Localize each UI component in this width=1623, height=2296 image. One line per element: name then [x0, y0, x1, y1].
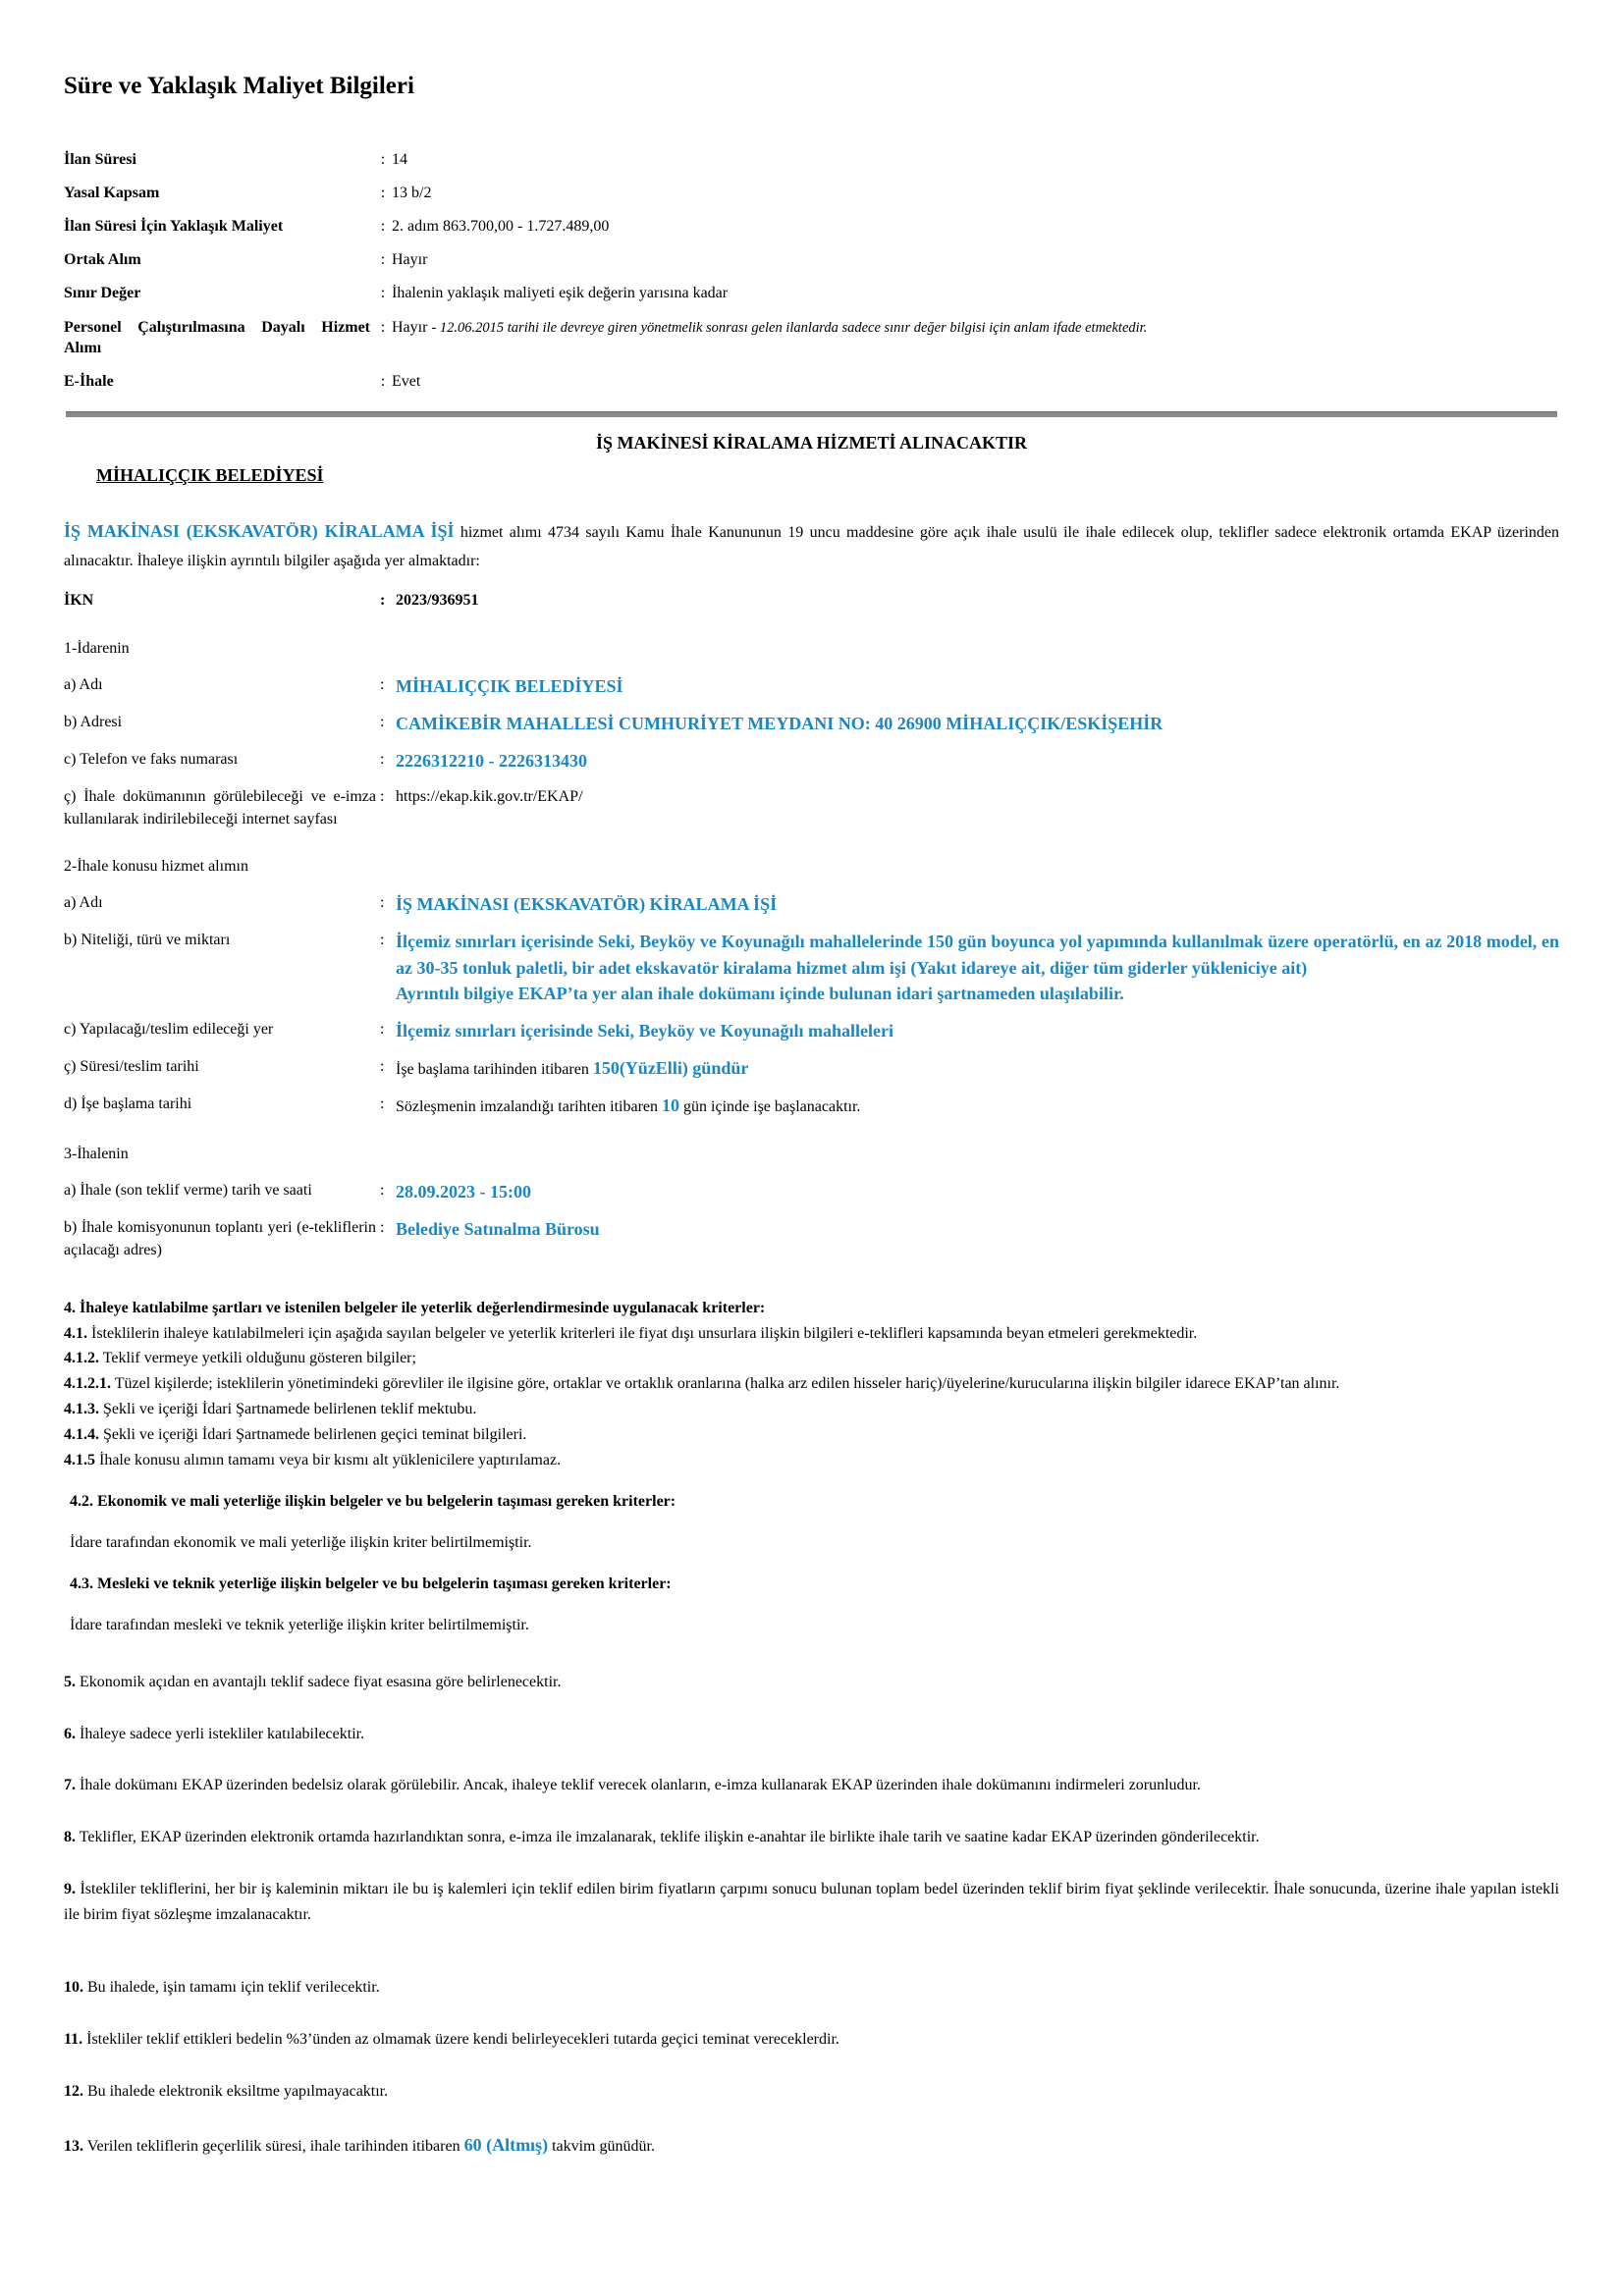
criteria-paragraph-413 [64, 1397, 1559, 1422]
summary-row [64, 317, 1559, 358]
field-value: 14 [392, 151, 407, 168]
item-number: 13. [64, 2137, 83, 2155]
field-value: MİHALIÇÇIK BELEDİYESİ [396, 675, 623, 696]
field-colon: : [380, 1219, 385, 1237]
item-text: Ekonomik açıdan en avantajlı teklif sadece fiyat esasına göre belirlenecektir. [76, 1673, 562, 1690]
field-colon: : [380, 218, 386, 236]
field-value: İhalenin yaklaşık maliyeti eşik değerin yarısına kadar [392, 285, 729, 302]
item-text: İstekliler teklif ettikleri bedelin %3’ünden az olmamak üzere kendi belirleyecekleri tutarda geçici teminat vereceklerdir. [82, 2030, 839, 2048]
field-colon: : [380, 932, 385, 949]
summary-row [64, 183, 1559, 203]
tender-datetime: 28.09.2023 - 15:00 [396, 1182, 531, 1202]
field-value-text: Hayır [392, 318, 428, 336]
detail-row [64, 929, 1559, 1005]
field-colon: : [380, 1095, 385, 1112]
criteria-section [64, 1296, 1559, 1638]
detail-row [64, 785, 1559, 830]
detail-row [64, 1055, 1559, 1081]
item-number: 12. [64, 2082, 83, 2100]
field-value [392, 317, 1559, 338]
item-text: Teklifler, EKAP üzerinden elektronik ortamda hazırlandıktan sonra, e-imza ile imzalanarak, teklife ilişkin e-anahtar ile birlikte ihale tarih ve saatine kadar EKAP üzerinden gönderilecektir. [76, 1829, 1260, 1846]
field-label: ç) İhale dokümanının görülebileceği ve e-imza kullanılarak indirilebileceği internet sayfası [64, 787, 376, 828]
summary-row [64, 149, 1559, 170]
item-text: İstekliler tekliflerini, her bir iş kaleminin miktarı ile bu iş kalemleri için teklif edilen birim fiyatların çarpımı sonucu bulunan toplam bedel üzerinden teklif birim fiyat şeklinde verilecektir. İhale sonucunda, üzerine ihale yapılan istekli ile birim fiyat sözleşme imzalanacaktır. [64, 1881, 1559, 1924]
section-header-ihale-konusu: 2-İhale konusu hizmet alımın [64, 858, 248, 876]
clause-number: 4.1.2.1. [64, 1375, 111, 1393]
criteria-heading-42: 4.2. Ekonomik ve mali yeterliğe ilişkin belgeler ve bu belgelerin taşıması gereken kriterler: [70, 1492, 676, 1510]
numbered-item-5 [64, 1670, 1559, 1695]
field-value [396, 1093, 1559, 1118]
criteria-paragraph-43: İdare tarafından mesleki ve teknik yeterliğe ilişkin kriter belirtilmemiştir. [70, 1616, 529, 1633]
validity-highlight: 60 (Altmış) [463, 2134, 549, 2155]
clause-number: 4.1.3. [64, 1401, 99, 1418]
field-label: İKN [64, 592, 94, 610]
criteria-paragraph-42: İdare tarafından ekonomik ve mali yeterliğe ilişkin kriter belirtilmemiştir. [70, 1533, 532, 1551]
field-label: İlan Süresi İçin Yaklaşık Maliyet [64, 218, 284, 236]
field-label: Personel Çalıştırılmasına Dayalı Hizmet Alımı [64, 318, 370, 356]
field-colon: : [380, 750, 385, 768]
field-colon: : [380, 285, 386, 302]
item-number: 7. [64, 1777, 76, 1794]
detail-row [64, 673, 1559, 699]
item-text: İhaleye sadece yerli istekliler katılabilecektir. [76, 1725, 365, 1742]
field-colon: : [380, 185, 386, 202]
item-text: Bu ihalede elektronik eksiltme yapılmayacaktır. [83, 2082, 389, 2100]
section-header-ihalenin: 3-İhalenin [64, 1146, 129, 1163]
field-label: b) Adresi [64, 713, 123, 730]
item-number: 6. [64, 1725, 76, 1742]
numbered-item-13 [64, 2131, 1559, 2160]
field-colon: : [380, 318, 386, 336]
detail-row [64, 1216, 1559, 1261]
value-prefix: İşe başlama tarihinden itibaren [396, 1060, 593, 1078]
summary-row [64, 249, 1559, 270]
field-label: ç) Süresi/teslim tarihi [64, 1057, 199, 1075]
page-title: Süre ve Yaklaşık Maliyet Bilgileri [64, 73, 414, 99]
field-value: İlçemiz sınırları içerisinde Seki, Beyköy ve Koyunağılı mahalleleri [396, 1020, 893, 1041]
clause-number: 4.1.4. [64, 1426, 99, 1444]
criteria-paragraph-41 [64, 1321, 1559, 1347]
field-label: İlan Süresi [64, 151, 136, 168]
field-colon: : [380, 1057, 385, 1075]
criteria-paragraph-415 [64, 1448, 1559, 1473]
detail-row [64, 711, 1559, 736]
item-number: 5. [64, 1673, 76, 1690]
detail-row [64, 891, 1559, 917]
ikn-row [64, 589, 1559, 612]
quality-description: İlçemiz sınırları içerisinde Seki, Beyköy ve Koyunağılı mahallelerinde 150 gün boyunca yol yapımında kullanılmak üzere operatörlü, en az 2018 model, en az 30-35 tonluk paletli, bir adet ekskavatör kiralama hizmet alım işi (Yakıt idareye ait, diğer tüm giderler yükleniciye ait) [396, 932, 1559, 978]
field-colon: : [380, 372, 386, 390]
field-value: Evet [392, 372, 421, 390]
field-label: a) Adı [64, 894, 103, 912]
field-value [396, 1055, 1559, 1081]
clause-number: 4.1. [64, 1324, 87, 1342]
item-number: 10. [64, 1979, 83, 1997]
clause-text: Tüzel kişilerde; isteklilerin yönetimindeki görevliler ile ilgisine göre, ortaklar ve ortaklık oranlarına (halka arz edilen hisseler hariç)/üyelerine/kurucularına ilişkin bilgiler idarece EKAP’tan alınır. [111, 1375, 1340, 1393]
clause-text: Şekli ve içeriği İdari Şartnamede belirlenen geçici teminat bilgileri. [99, 1426, 527, 1444]
field-value: CAMİKEBİR MAHALLESİ CUMHURİYET MEYDANI NO: 40 26900 MİHALIÇÇIK/ESKİŞEHİR [396, 713, 1163, 733]
value-prefix: Sözleşmenin imzalandığı tarihten itibaren [396, 1097, 663, 1115]
detail-row [64, 748, 1559, 774]
clause-number: 4.1.2. [64, 1350, 99, 1367]
field-value [396, 929, 1559, 1005]
item-text: İhale dokümanı EKAP üzerinden bedelsiz olarak görülebilir. Ancak, ihaleye teklif verecek olanların, e-imza kullanarak EKAP üzerinden ihale dokümanını indirmeleri zorunludur. [76, 1777, 1201, 1794]
criteria-paragraph-4121 [64, 1371, 1559, 1397]
field-colon: : [380, 713, 385, 730]
ekap-url: https://ekap.kik.gov.tr/EKAP/ [396, 787, 583, 805]
commission-location: Belediye Satınalma Bürosu [396, 1219, 600, 1240]
field-label: Yasal Kapsam [64, 185, 160, 202]
field-label: Sınır Değer [64, 285, 141, 302]
field-note: - 12.06.2015 tarihi ile devreye giren yönetmelik sonrası gelen ilanlarda sadece sınır değer bilgisi için anlam ifade etmektedir. [431, 319, 1148, 336]
authority-name: MİHALIÇÇIK BELEDİYESİ [96, 464, 324, 485]
item-number: 9. [64, 1881, 76, 1898]
field-colon: : [380, 592, 386, 610]
summary-row [64, 283, 1559, 303]
field-colon: : [380, 787, 385, 805]
field-colon: : [380, 1020, 385, 1038]
field-colon: : [380, 1182, 385, 1200]
clause-text: İsteklilerin ihaleye katılabilmeleri için aşağıda sayılan belgeler ve yeterlik kriterleri ile fiyat dışı unsurlara ilişkin bilgileri e-teklifleri kapsamında beyan etmeleri gerekmektedir. [87, 1324, 1198, 1342]
item-number: 8. [64, 1829, 76, 1846]
numbered-item-11 [64, 2027, 1559, 2053]
criteria-heading: 4. İhaleye katılabilme şartları ve istenilen belgeler ile yeterlik değerlendirmesinde uygulanacak kriterler: [64, 1299, 766, 1316]
detail-row [64, 1018, 1559, 1043]
value-highlight: 10 [662, 1095, 680, 1115]
detail-row [64, 1179, 1559, 1204]
field-colon: : [380, 251, 386, 269]
item-text: Verilen tekliflerin geçerlilik süresi, ihale tarihinden itibaren [83, 2137, 464, 2155]
field-colon: : [380, 894, 385, 912]
numbered-item-6 [64, 1722, 1559, 1747]
field-label: b) Niteliği, türü ve miktarı [64, 932, 231, 949]
field-label: c) Telefon ve faks numarası [64, 750, 239, 768]
field-label: c) Yapılacağı/teslim edileceği yer [64, 1020, 274, 1038]
clause-text: Teklif vermeye yetkili olduğunu gösteren bilgiler; [99, 1350, 416, 1367]
intro-lead: İŞ MAKİNASI (EKSKAVATÖR) KİRALAMA İŞİ [64, 520, 455, 541]
criteria-paragraph-412 [64, 1346, 1559, 1371]
clause-number: 4.1.5 [64, 1452, 95, 1469]
numbered-item-9 [64, 1877, 1559, 1928]
field-colon: : [380, 151, 386, 168]
item-text-suffix: takvim günüdür. [548, 2137, 655, 2155]
numbered-item-10 [64, 1975, 1559, 2001]
criteria-heading-43: 4.3. Mesleki ve teknik yeterliğe ilişkin belgeler ve bu belgelerin taşıması gereken kriterler: [70, 1575, 672, 1592]
summary-row [64, 216, 1559, 237]
quality-note: Ayrıntılı bilgiye EKAP’ta yer alan ihale dokümanı içinde bulunan idari şartnameden ulaşılabilir. [396, 983, 1124, 1003]
value-suffix: gün içinde işe başlanacaktır. [679, 1097, 861, 1115]
field-label: Ortak Alım [64, 251, 141, 269]
numbered-item-8 [64, 1825, 1559, 1850]
clause-text: Şekli ve içeriği İdari Şartnamede belirlenen teklif mektubu. [99, 1401, 477, 1418]
field-label: a) Adı [64, 675, 103, 693]
detail-row [64, 1093, 1559, 1118]
criteria-paragraph-414 [64, 1422, 1559, 1448]
field-value: 2. adım 863.700,00 - 1.727.489,00 [392, 218, 610, 236]
value-highlight: 150(YüzElli) gündür [592, 1057, 749, 1078]
field-colon: : [380, 675, 385, 693]
section-divider [66, 411, 1557, 417]
field-value: İŞ MAKİNASI (EKSKAVATÖR) KİRALAMA İŞİ [396, 894, 778, 915]
section-header-idarenin: 1-İdarenin [64, 639, 130, 657]
intro-paragraph [64, 515, 1559, 576]
clause-text: İhale konusu alımın tamamı veya bir kısmı alt yüklenicilere yaptırılamaz. [95, 1452, 562, 1469]
item-text: Bu ihalede, işin tamamı için teklif verilecektir. [83, 1979, 380, 1997]
announcement-heading: İŞ MAKİNESİ KİRALAMA HİZMETİ ALINACAKTIR [595, 432, 1028, 453]
ikn-value: 2023/936951 [396, 592, 479, 610]
numbered-item-7 [64, 1773, 1559, 1798]
field-label: a) İhale (son teklif verme) tarih ve saati [64, 1182, 312, 1200]
field-value: 2226312210 - 2226313430 [396, 750, 587, 771]
field-value: Hayır [392, 251, 428, 269]
intro-rest: hizmet alımı 4734 sayılı Kamu İhale Kanununun 19 uncu maddesine göre açık ihale usulü ile ihale edilecek olup, teklifler sadece elektronik ortamda EKAP üzerinden alınacaktır. İhaleye ilişkin ayrıntılı bilgiler aşağıda yer almaktadır: [64, 523, 1559, 569]
field-label: b) İhale komisyonunun toplantı yeri (e-tekliflerin açılacağı adres) [64, 1219, 376, 1259]
field-label: E-İhale [64, 372, 114, 390]
field-value: 13 b/2 [392, 185, 432, 202]
summary-table [64, 149, 1559, 392]
item-number: 11. [64, 2030, 83, 2048]
numbered-item-12 [64, 2079, 1559, 2105]
summary-row [64, 371, 1559, 392]
field-label: d) İşe başlama tarihi [64, 1095, 192, 1112]
